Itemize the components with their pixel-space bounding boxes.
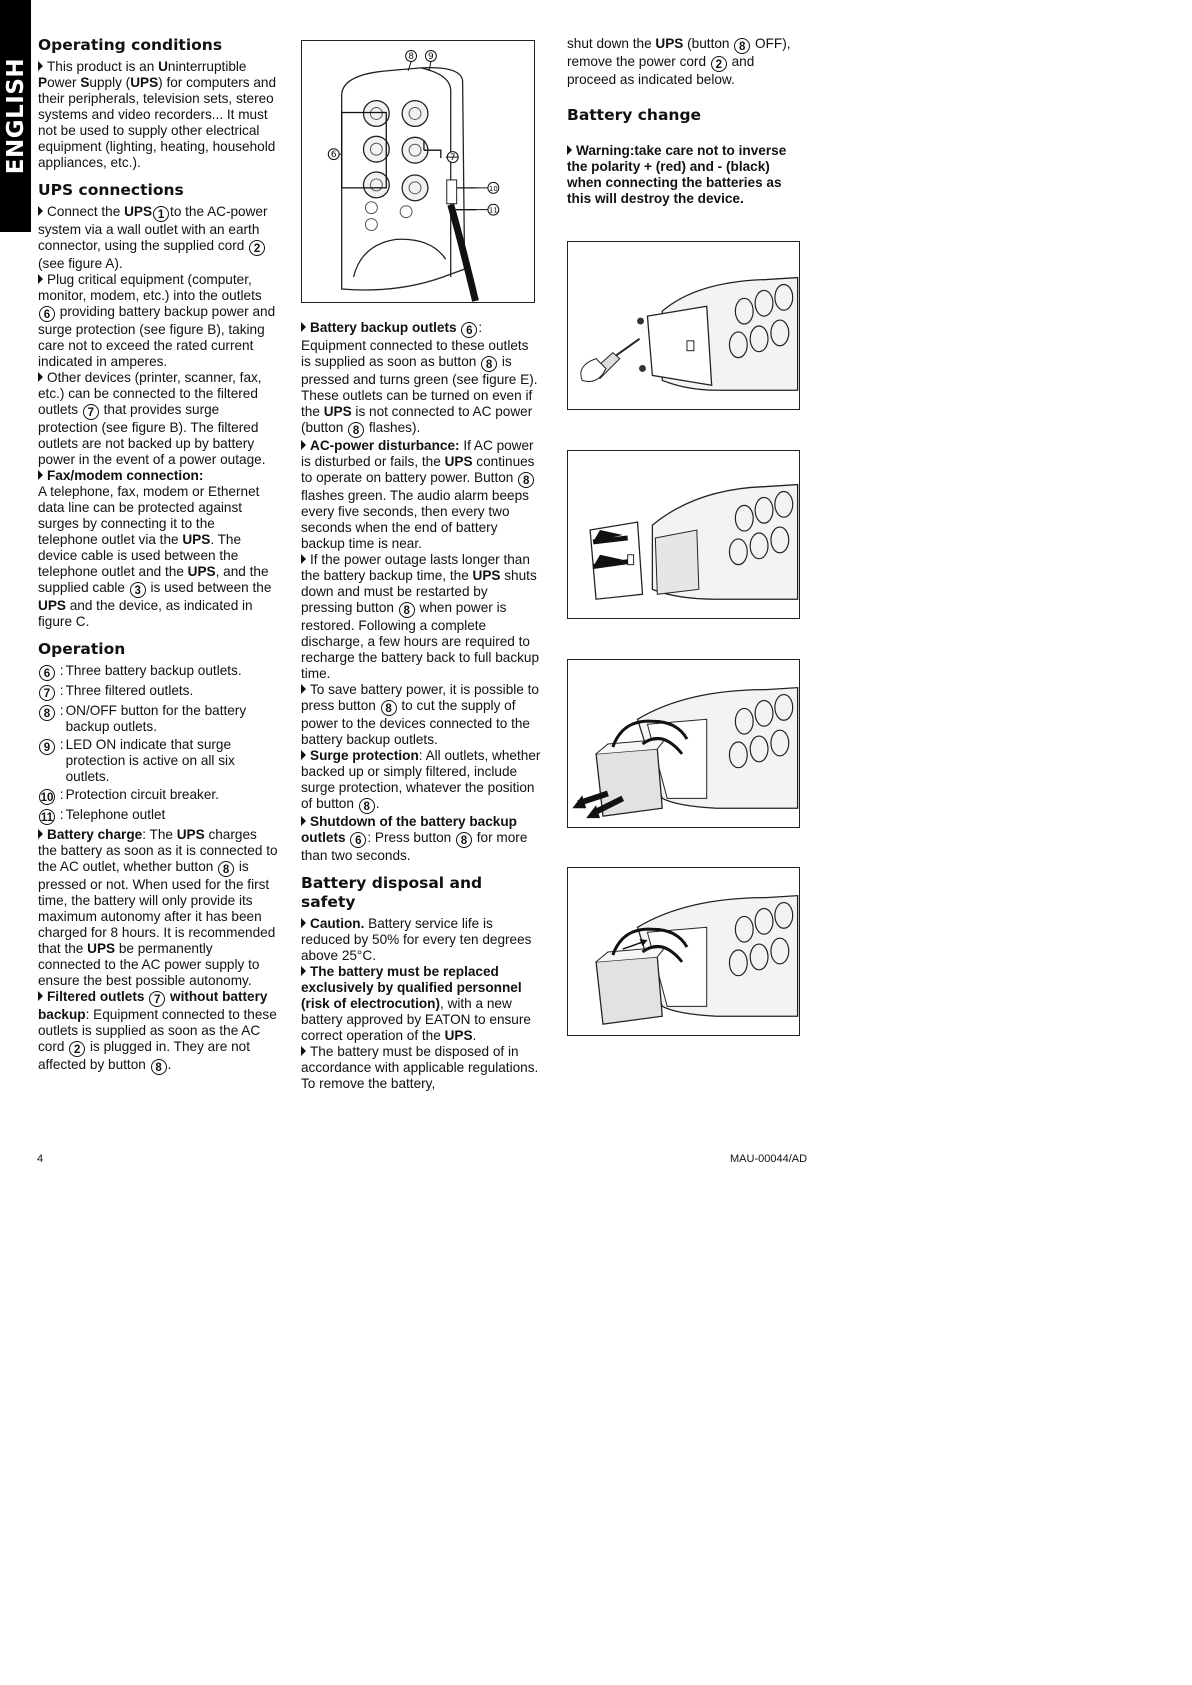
operating-conditions-text: This product is an Uninterruptible Power Supply (UPS) for computers and their peripherals, television sets, stereo systems and video recorders... It must not be used to supply other electrical equipment (lighting, heating, household appliances, etc.). [38,59,277,170]
bullet-icon [38,829,43,839]
shutdown-text: Shutdown of the battery backup outlets 6 : Press button 8 for more than two seconds. [301,814,528,863]
circled-number: 8 [734,38,750,54]
connections-paragraph-3: Other devices (printer, scanner, fax, etc.) can be connected to the filtered outlets 7 that provides surge protection (see figure B). The filtered outlets are not backed up by battery power in the event of a power outage. [38,370,266,467]
connections-paragraph-2: Plug critical equipment (computer, monitor, modem, etc.) into the outlets 6 providing battery backup power and surge protection (see figure B), taking care not to exceed the rated current indicated in amperes. [38,272,276,369]
bullet-icon [301,816,306,826]
column-left [38,36,278,1075]
circled-number: 2 [711,56,727,72]
operation-item: 10 : Protection circuit breaker. [40,787,219,804]
circled-number: 1 [153,206,169,222]
operation-item: 9 : LED ON indicate that surge protection is active on all six outlets. [38,737,278,785]
ups-illustration [302,41,534,302]
heading-ups-connections: UPS connections [38,181,184,199]
save-power-text: To save battery power, it is possible to press button 8 to cut the supply of power to the devices connected to the battery backup outlets. [301,682,539,747]
caution-text: Caution. Battery service life is reduced by 50% for every ten degrees above 25°C. [301,916,532,963]
language-label: ENGLISH [2,57,29,175]
document-code: MAU-00044/AD [730,1153,808,1165]
backup-outlets-text: Battery backup outlets 6 : Equipment connected to these outlets is supplied as soon as button 8 is pressed and turns green (see figure E). These outlets can be turned on even if the UPS is not connected to AC power (button 8 flashes). [301,320,538,437]
battery-step-1-figure [567,241,800,410]
bullet-icon [38,206,43,216]
column-middle [301,320,541,1092]
continued-text: shut down the UPS (button 8 OFF), remove the power cord 2 and proceed as indicated below. [567,36,791,87]
bullet-icon [301,918,306,928]
bullet-icon [38,991,43,1001]
circled-number: 8 [399,602,415,618]
operation-list [38,663,278,825]
warning-text: Warning:take care not to inverse the polarity + (red) and - (black) when connecting the batteries as this will destroy the device. [567,143,787,206]
circled-number: 8 [518,472,534,488]
callout-6: 6 [330,150,337,161]
heading-battery-change: Battery change [567,106,702,124]
bullet-icon [301,440,306,450]
fax-modem-label: Fax/modem connection: [38,468,278,484]
bullet-icon [301,966,306,976]
circled-number: 6 [461,322,477,338]
ups-diagram-figure [301,40,535,303]
bullet-icon [38,372,43,382]
operation-item: 6 : Three battery backup outlets. [38,663,278,681]
circled-number: 8 [456,832,472,848]
bullet-icon [301,322,306,332]
battery-step-2-figure [567,450,800,619]
circled-number: 8 [151,1059,167,1075]
circled-number: 2 [249,240,265,256]
disposal-text: The battery must be disposed of in accordance with applicable regulations. To remove the battery, [301,1044,539,1091]
circled-number: 7 [149,991,165,1007]
replacement-text: The battery must be replaced exclusively by qualified personnel (risk of electrocution), with a new battery approved by EATON to ensure correct operation of the UPS. [301,964,531,1043]
circled-number: 8 [481,356,497,372]
circled-number: 6 [39,306,55,322]
bullet-icon [301,554,306,564]
heading-operation: Operation [38,640,126,658]
callout-11: 11 [488,206,498,215]
operation-item: 8 : ON/OFF button for the battery backup outlets. [38,703,278,735]
heading-battery-disposal: Battery disposal and safety [301,874,483,911]
callout-8: 8 [408,51,414,62]
bullet-icon [38,61,43,71]
ac-disturbance-text: AC-power disturbance: If AC power is disturbed or fails, the UPS continues to operate on battery power. Button 8 flashes green. The audio alarm beeps every five seconds, then every two seconds when the end of battery backup time is near. [301,438,535,551]
circled-number: 8 [359,798,375,814]
bullet-icon [301,750,306,760]
operation-item: 11 : Telephone outlet [40,807,166,824]
power-outage-text: If the power outage lasts longer than the battery backup time, the UPS shuts down and must be restarted by pressing button 8 when power is restored. Following a complete discharge, a few hours are required to recharge the battery back to full backup time. [301,552,540,681]
callout-10: 10 [488,184,498,193]
circled-number: 2 [69,1041,85,1057]
circled-number: 8 [218,861,234,877]
heading-operating-conditions: Operating conditions [38,36,223,54]
circled-number: 7 [83,404,99,420]
bullet-icon [38,470,43,480]
bullet-icon [567,145,572,155]
battery-step-3-figure [567,659,800,828]
column-right [567,36,807,207]
surge-protection-text: Surge protection: All outlets, whether backed up or simply filtered, include surge protection, whatever the position of button 8 . [301,748,541,813]
circled-number: 3 [130,582,146,598]
page-number: 4 [37,1153,44,1165]
operation-item: 7 : Three filtered outlets. [38,683,278,701]
circled-number: 6 [350,832,366,848]
connections-paragraph-1: Connect the UPS 1 to the AC-power system via a wall outlet with an earth connector, using the supplied cord 2 (see figure A). [38,204,268,271]
bullet-icon [301,684,306,694]
callout-9: 9 [428,51,434,62]
bullet-icon [301,1046,306,1056]
battery-charge-text: Battery charge: The UPS charges the battery as soon as it is connected to the AC outlet, whether button 8 is pressed or not. When used for the first time, the battery will only provide its maximum autonomy after it has been charged for 8 hours. It is recommended that the UPS be permanently connected to the AC power supply to ensure the best possible autonomy. [38,827,278,988]
circled-number: 8 [348,422,364,438]
language-tab [0,0,31,232]
callout-7: 7 [449,153,456,164]
circled-number: 8 [381,700,397,716]
bullet-icon [38,274,43,284]
filtered-outlets-text: Filtered outlets 7 without battery backup: Equipment connected to these outlets is supplied as soon as the AC cord 2 is plugged in. They are not affected by button 8 . [38,989,277,1074]
battery-step-4-figure [567,867,800,1036]
fax-modem-text: A telephone, fax, modem or Ethernet data line can be protected against surges by connecting it to the telephone outlet via the UPS. The device cable is used between the telephone outlet and the UPS, and the supplied cable 3 is used between the UPS and the device, as indicated in figure C. [38,484,272,629]
